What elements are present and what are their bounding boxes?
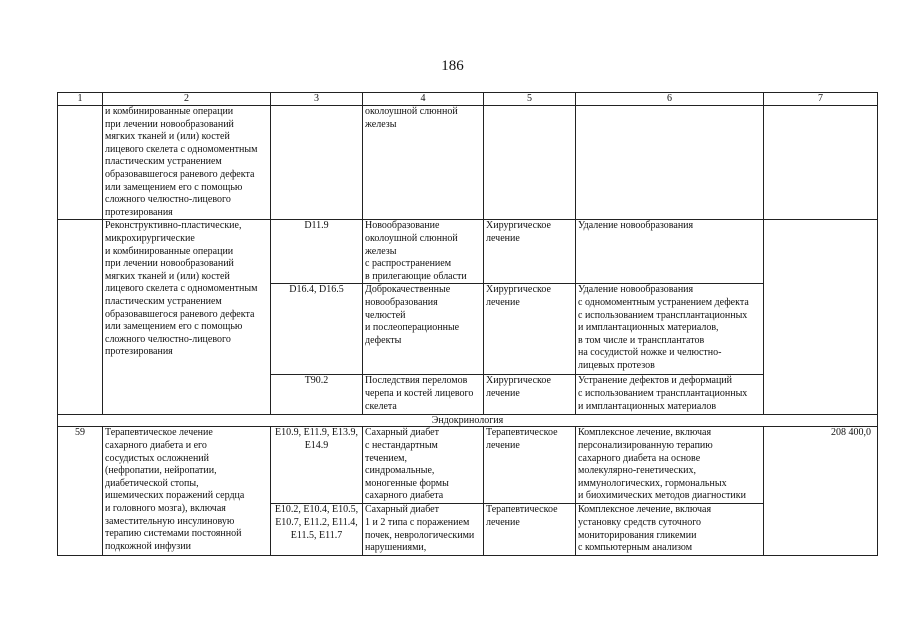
method-cell: Удаление новообразования [576, 220, 764, 284]
icd-code-cell: D16.4, D16.5 [271, 284, 363, 375]
treatment-type-cell: Терапевтическое лечение [484, 427, 576, 504]
icd-code-cell: E10.9, E11.9, E13.9, E14.9 [271, 427, 363, 504]
method-cell: Комплексное лечение, включая установку средств суточного мониторирования гликемии с компьютерным анализом [576, 504, 764, 556]
header-cell: 7 [764, 93, 878, 106]
diagnosis-cell: Доброкачественные новообразования челюстей и послеоперационные дефекты [363, 284, 484, 375]
header-cell: 4 [363, 93, 484, 106]
price-cell [764, 220, 878, 415]
diagnosis-cell: Сахарный диабет с нестандартным течением, синдромальные, моногенные формы сахарного диабета [363, 427, 484, 504]
header-cell: 1 [58, 93, 103, 106]
procedure-group-cell: Терапевтическое лечение сахарного диабета и его сосудистых осложнений (нефропатии, нейропатии, диабетической стопы, ишемических поражений сердца и головного мозга), включая заместительную инсулиновую терапию системами постоянной подкожной инфузии [103, 427, 271, 556]
diagnosis-cell: околоушной слюнной железы [363, 106, 484, 220]
diagnosis-cell: Новообразование околоушной слюнной железы с распространением в прилегающие области [363, 220, 484, 284]
procedure-group-cell: и комбинированные операции при лечении новообразований мягких тканей и (или) костей лицевого скелета с одномоментным пластическим устранением образовавшегося раневого дефекта или замещением его с помощью сложного челюстно-лицевого протезирования [103, 106, 271, 220]
page-number: 186 [441, 58, 464, 74]
row-number-cell [58, 106, 103, 220]
header-cell: 2 [103, 93, 271, 106]
treatment-type-cell: Хирургическое лечение [484, 375, 576, 415]
procedures-table [57, 92, 878, 556]
icd-code-cell [271, 106, 363, 220]
method-cell: Комплексное лечение, включая персонализированную терапию сахарного диабета на основе молекулярно-генетических, иммунологических, гормональных и биохимических методов диагностики [576, 427, 764, 504]
row-number-cell: 59 [58, 427, 103, 556]
table-row [58, 427, 878, 504]
diagnosis-cell: Последствия переломов черепа и костей лицевого скелета [363, 375, 484, 415]
method-cell [576, 106, 764, 220]
diagnosis-cell: Сахарный диабет 1 и 2 типа с поражением почек, неврологическими нарушениями, [363, 504, 484, 556]
method-cell: Устранение дефектов и деформаций с использованием трансплантационных и имплантационных материалов [576, 375, 764, 415]
icd-code-cell: T90.2 [271, 375, 363, 415]
row-number-cell [58, 220, 103, 415]
table-header-row [58, 93, 878, 106]
treatment-type-cell [484, 106, 576, 220]
table-row [58, 106, 878, 220]
header-cell: 3 [271, 93, 363, 106]
price-cell [764, 106, 878, 220]
treatment-type-cell: Хирургическое лечение [484, 220, 576, 284]
procedure-group-cell: Реконструктивно-пластические, микрохирургические и комбинированные операции при лечении новообразований мягких тканей и (или) костей лицевого скелета с одномоментным пластическим устранением образовавшегося раневого дефекта или замещением его с помощью сложного челюстно-лицевого протезирования [103, 220, 271, 415]
icd-code-cell: E10.2, E10.4, E10.5, E10.7, E11.2, E11.4, E11.5, E11.7 [271, 504, 363, 556]
section-title: Эндокринология [58, 415, 878, 427]
table-row [58, 220, 878, 284]
treatment-type-cell: Терапевтическое лечение [484, 504, 576, 556]
treatment-type-cell: Хирургическое лечение [484, 284, 576, 375]
header-cell: 6 [576, 93, 764, 106]
section-row [58, 415, 878, 427]
icd-code-cell: D11.9 [271, 220, 363, 284]
price-cell: 208 400,0 [764, 427, 878, 556]
header-cell: 5 [484, 93, 576, 106]
method-cell: Удаление новообразования с одномоментным устранением дефекта с использованием трансплантационных и имплантационных материалов, в том числе и трансплантатов на сосудистой ножке и челюстно- лицевых протезов [576, 284, 764, 375]
